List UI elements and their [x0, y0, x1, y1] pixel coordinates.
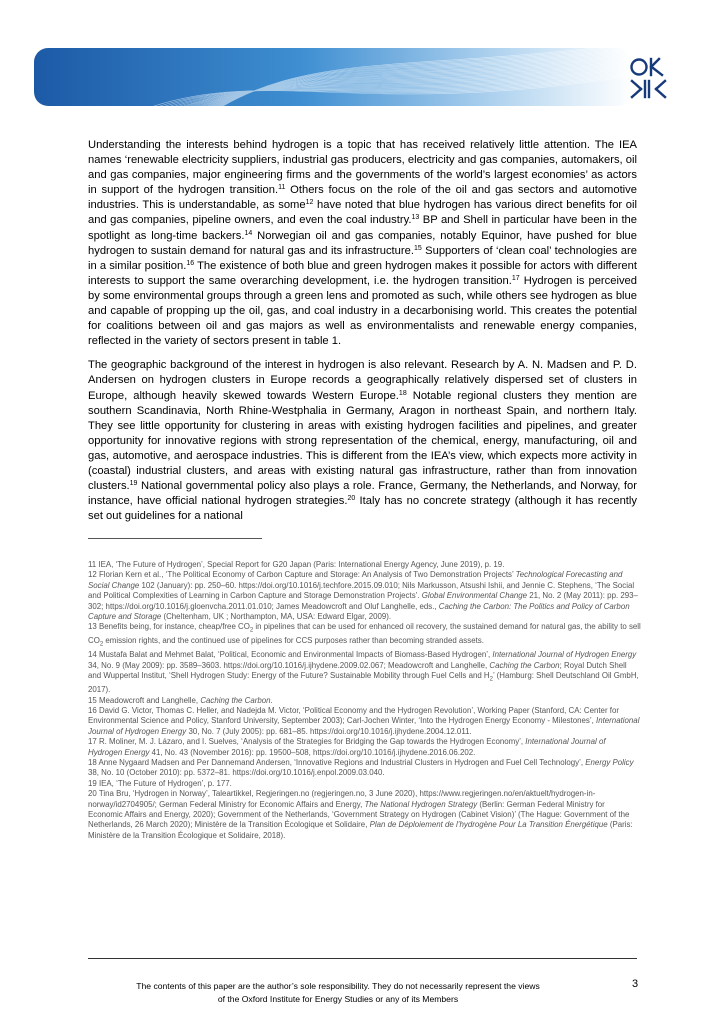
footnote-ref: 19: [129, 480, 138, 488]
text-run: 20 Tina Bru, ‘Hydrogen in Norway’, Taleartikkel, Regjeringen.no (regjeringen.no, 3 June 2020), https://www.regjeringen.no/en/aktuelt/hydrogen-in-norway/id2704905/; German Federal Ministry for Economic Affairs and Energy,: [88, 789, 596, 809]
body-text: [88, 138, 637, 533]
footnote-ref: 20: [347, 495, 356, 503]
italic-title: Global Environmental Change: [421, 591, 528, 601]
italic-title: Plan de Déploiement de l’hydrogène Pour La Transition Énergétique: [369, 820, 608, 830]
footnote-ref: 15: [413, 244, 422, 252]
italic-title: Caching the Carbon: [489, 660, 560, 670]
footer-divider: [88, 958, 637, 959]
page-number: 3: [632, 978, 639, 990]
footer-disclaimer: [88, 980, 588, 1006]
footnote: [88, 650, 641, 695]
text-run: 11 IEA, ‘The Future of Hydrogen’, Special Report for G20 Japan (Paris: International Energy Agency, June 2019), p. 19.: [88, 560, 505, 569]
footnote: [88, 789, 641, 841]
text-run: Understanding the interests behind hydrogen is a topic that has received relatively little attention. The IEA names ‘renewable electricity suppliers, industrial gas producers, electricity and gas companies, automakers, oil and gas companies, major engineering firms and the governments of the world’s largest economies’ as actors in support of the hydrogen transition.: [88, 139, 637, 197]
text-run: ’ (Hamburg: Shell Deutschland Oil GmbH, 2017).: [88, 671, 639, 695]
subscript: 2: [249, 628, 254, 635]
footnote: [88, 737, 641, 758]
footnote: [88, 706, 641, 737]
text-run: Hydrogen is perceived by some environmental groups through a green lens and promoted as such, while others see hydrogen as blue and capable of propping up the oil, gas, and coal industry in a decarbonising world. This creates the potential for coalitions between oil and gas majors as well as environmentalists and renewable energy companies, reflected in the variety of sectors present in table 1.: [88, 274, 637, 348]
header-banner: [34, 48, 632, 106]
text-run: 102 (January): pp. 250–60. https://doi.org/10.1016/j.techfore.2015.09.010; Nils Markusson, Atsushi Ishii, and Jennie C. Stephens, ‘The Social and Political Complexities of Learning in Carbon Capture and Storage Demonstration Projects’.: [88, 580, 635, 601]
text-run: The existence of both blue and green hydrogen makes it possible for actors with different interests to support the same overarching development, i.e. the hydrogen transition.: [88, 259, 637, 287]
text-run: 15 Meadowcroft and Langhelle,: [88, 695, 201, 705]
footnote-ref: 17: [511, 274, 520, 282]
footnote: [88, 758, 641, 779]
text-run: ; Royal Dutch Shell and Wuppertal Institut, ‘Shell Hydrogen Study: Energy of the Future? Sustainable Mobility through Fuel Cells and H: [88, 660, 627, 681]
text-run: (Berlin: German Federal Ministry for Economic Affairs and Energy, 2020); Government of the Netherlands, ‘Government Strategy on Hydrogen (Cabinet Vision)’ (The Hague: Government of the Netherlands, 26 March 2020); Ministère de la Transition Écologique et Solidaire,: [88, 799, 630, 830]
text-run: (Paris: Ministère de la Transition Écologique et Solidaire, 2018).: [88, 820, 633, 840]
text-run: in pipelines that can be used for enhanced oil recovery, the sustained demand for natural gas, the ability to sell CO: [88, 622, 641, 646]
footnote-ref: 14: [244, 229, 253, 237]
text-run: National governmental policy also plays a role. France, Germany, the Netherlands, and Norway, for instance, have official national hydrogen strategies.: [88, 480, 637, 508]
footnote-ref: 13: [411, 214, 420, 222]
text-run: Norwegian oil and gas companies, notably Equinor, have pushed for blue hydrogen to sustain demand for natural gas and its infrastructure.: [88, 229, 637, 257]
text-run: 21, No. 2 (May 2011): pp. 293–302; https://doi.org/10.1016/j.gloenvcha.2011.01.010; James Meadowcroft and Oluf Langhelle, eds.,: [88, 591, 638, 611]
footnote: [88, 622, 641, 650]
footnote-ref: 18: [398, 389, 407, 397]
italic-title: Energy Policy: [585, 758, 634, 768]
text-run: 34, No. 9 (May 2009): pp. 3589–3603. https://doi.org/10.1016/j.ijhydene.2009.02.067; Meadowcroft and Langhelle,: [88, 660, 490, 670]
text-run: Others focus on the role of the oil and gas sectors and automotive industries. This is understandable, as some: [88, 184, 637, 212]
text-run: have noted that blue hydrogen has various direct benefits for oil and gas companies, pipeline owners, and even the coal industry.: [88, 199, 637, 227]
text-run: emission rights, and the continued use of pipelines for CCS purposes rather than becoming stranded assets.: [103, 636, 484, 646]
footnote-ref: 11: [278, 184, 286, 192]
text-run: 18 Anne Nygaard Madsen and Per Dannemand Andersen, ‘Innovative Regions and Industrial Clusters in Hydrogen and Fuel Cell Technology’,: [88, 758, 586, 768]
footer-line: The contents of this paper are the author’s sole responsibility. They do not necessarily represent the views: [136, 981, 540, 991]
footnotes: [88, 560, 641, 841]
text-run: 13 Benefits being, for instance, cheap/free CO: [88, 622, 250, 632]
body-paragraph: [88, 358, 637, 524]
text-run: The geographic background of the interest in hydrogen is also relevant. Research by A. N. Madsen and P. D. Andersen on hydrogen clusters in Europe records a geographically relatively dispersed set of clusters in Europe, although heavily skewed towards Western Europe.: [88, 359, 637, 402]
oies-logo-icon: [628, 55, 670, 101]
text-run: 16 David G. Victor, Thomas C. Heller, and Nadejda M. Victor, ‘Political Economy and the Hydrogen Revolution’, Working Paper (Stanford, CA: Center for Environmental Science and Policy, Stanford University, September 2003); Carl-Jochen Winter, ‘Into the Hydrogen Energy Economy - Milestones’,: [88, 706, 619, 726]
italic-title: The National Hydrogen Strategy: [364, 799, 478, 809]
italic-title: Caching the Carbon: [200, 695, 271, 705]
text-run: BP and Shell in particular have been in the spotlight as long-time backers.: [88, 214, 637, 242]
italic-title: International Journal of Hydrogen Energy: [88, 737, 606, 757]
text-run: 12 Florian Kern et al., ‘The Political Economy of Carbon Capture and Storage: An Analysis of Two Demonstration Projects’: [88, 570, 516, 580]
subscript: 2: [99, 642, 104, 648]
body-paragraph: [88, 138, 637, 349]
footnote: [88, 560, 641, 570]
italic-title: International Journal of Hydrogen Energy: [88, 716, 640, 736]
text-run: .: [270, 695, 273, 705]
footnote: [88, 779, 641, 789]
text-run: 14 Mustafa Balat and Mehmet Balat, ‘Political, Economic and Environmental Impacts of Biomass-Based Hydrogen’,: [88, 650, 493, 660]
footnote: [88, 570, 641, 622]
text-run: Supporters of ‘clean coal’ technologies are in a similar position.: [88, 244, 637, 272]
italic-title: Technological Forecasting and Social Change: [88, 570, 623, 590]
text-run: (Cheltenham, UK ; Northampton, MA, USA: Edward Elgar, 2009).: [161, 612, 392, 622]
italic-title: International Journal of Hydrogen Energy: [492, 650, 637, 660]
text-run: Italy has no concrete strategy (although it has recently set out guidelines for a national: [88, 495, 637, 523]
italic-title: Caching the Carbon: The Politics and Policy of Carbon Capture and Storage: [88, 601, 630, 622]
footnote-ref: 12: [305, 199, 314, 207]
banner-graphic: [34, 48, 632, 106]
subscript: 2: [489, 676, 493, 683]
text-run: 17 R. Moliner, M. J. Lázaro, and I. Suelves, ‘Analysis of the Strategies for Bridging the Gap towards the Hydrogen Economy’,: [88, 737, 526, 747]
text-run: 30, No. 7 (July 2005): pp. 681–85. https://doi.org/10.1016/j.ijhydene.2004.12.011.: [186, 726, 472, 736]
text-run: 41, No. 43 (November 2016): pp. 19500–508, https://doi.org/10.1016/j.ijhydene.2016.06.202.: [149, 747, 476, 757]
text-run: Notable regional clusters they mention are southern Scandinavia, North Rhine-Westphalia in Germany, Aragon in northeast Spain, and northern Italy. They see little opportunity for clustering in areas with existing hydrogen facilities and pipelines, and greater opportunity for innovative regions with strong representation of the chemical, energy, manufacturing, oil and gas, automotive, and aerospace industries. This is different from the IEA’s view, which expects more activity in (coastal) industrial clusters, and areas with existing natural gas infrastructure, rather than from innovation clusters.: [88, 389, 637, 493]
footnote: [88, 696, 641, 706]
footer-line: of the Oxford Institute for Energy Studies or any of its Members: [217, 994, 459, 1004]
footnote-ref: 16: [186, 259, 195, 267]
text-run: 19 IEA, ‘The Future of Hydrogen’, p. 177.: [88, 778, 232, 788]
footnote-separator: [88, 538, 262, 539]
text-run: 38, No. 10 (October 2010): pp. 5372–81. https://doi.org/10.1016/j.enpol.2009.03.040.: [88, 768, 385, 778]
